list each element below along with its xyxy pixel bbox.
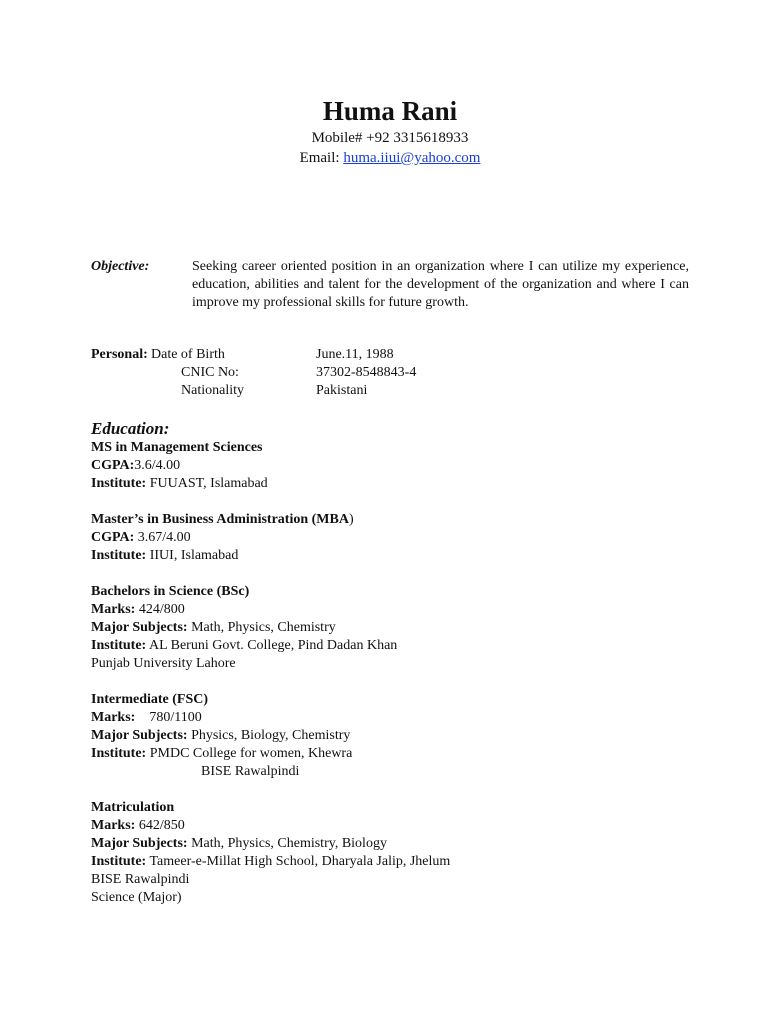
education-ms [91,439,691,493]
edu-line-label: Marks: [91,602,136,617]
edu-line [91,853,691,871]
edu-line-value: Math, Physics, Chemistry, Biology [187,836,387,851]
degree-title: Master’s in Business Administration (MBA [91,512,349,527]
edu-line-label: Major Subjects: [91,836,188,851]
edu-line-label: Major Subjects: [91,728,188,743]
personal-section [91,346,491,400]
personal-label: Personal: [91,347,148,362]
mobile-number: Mobile# +92 3315618933 [311,130,469,146]
edu-line-label: Institute: [91,746,147,761]
edu-line [91,745,691,763]
edu-line-label: Institute: [91,548,147,563]
edu-line-value: Physics, Biology, Chemistry [187,728,351,743]
edu-line-label: Institute: [91,638,147,653]
edu-line-value: IIUI, Islamabad [146,548,239,563]
edu-line [91,817,691,835]
edu-line-label: CGPA: [91,530,135,545]
edu-line [91,871,691,889]
personal-value-dob: June.11, 1988 [316,347,394,362]
education-matric [91,799,691,907]
edu-line [91,601,691,619]
edu-line-value: 780/1100 [135,710,202,725]
edu-line [91,637,691,655]
edu-line-value: BISE Rawalpindi [91,872,190,887]
edu-line-value: 3.6/4.00 [134,458,181,473]
edu-line-value: AL Beruni Govt. College, Pind Dadan Khan [146,638,398,653]
edu-line [91,457,691,475]
personal-row [91,364,491,382]
edu-line-value: Punjab University Lahore [91,656,236,671]
edu-line-value: Math, Physics, Chemistry [187,620,336,635]
edu-line-value: PMDC College for women, Khewra [146,746,353,761]
degree-title-suffix: ) [348,512,354,527]
degree-title: Matriculation [91,800,175,815]
email-line [12,148,768,168]
objective-text: Seeking career oriented position in an organization where I can utilize my experience, education, abilities and talent for the development of the organization and where I can improve my professional skills for future growth. [192,259,689,310]
personal-row [91,382,491,400]
education-bsc [91,583,691,673]
email-link[interactable]: huma.iiui@yahoo.com [343,150,481,166]
edu-line [91,835,691,853]
edu-line-value: 424/800 [135,602,185,617]
edu-line [91,889,691,907]
edu-line-value: 3.67/4.00 [134,530,191,545]
edu-line-value: BISE Rawalpindi [201,764,300,779]
edu-line [91,709,691,727]
education-fsc [91,691,691,781]
edu-line [91,727,691,745]
objective-label: Objective: [91,259,150,274]
edu-line-label: Institute: [91,854,147,869]
candidate-name: Huma Rani [322,96,458,126]
degree-title-line [91,511,691,529]
personal-key-nationality: Nationality [181,383,244,398]
personal-key-dob: Date of Birth [151,347,225,362]
education-heading: Education: [91,419,170,438]
edu-line-label: Major Subjects: [91,620,188,635]
edu-line [91,619,691,637]
edu-line [91,529,691,547]
personal-value-nationality: Pakistani [316,383,368,398]
email-label: Email: [299,150,344,166]
edu-line-label: CGPA: [91,458,135,473]
edu-line-value: 642/850 [135,818,185,833]
education-section [91,418,691,925]
edu-line-label: Marks: [91,818,136,833]
edu-line [91,475,691,493]
edu-line-label: Marks: [91,710,136,725]
resume-header [0,94,768,168]
personal-key-cnic: CNIC No: [181,365,239,380]
personal-value-cnic: 37302-8548843-4 [316,365,417,380]
edu-line-value: Science (Major) [91,890,182,905]
edu-line [91,763,691,781]
degree-title: Bachelors in Science (BSc) [91,584,250,599]
edu-line-label: Institute: [91,476,147,491]
edu-line [91,547,691,565]
edu-line-value: Tameer-e-Millat High School, Dharyala Jalip, Jhelum [146,854,451,869]
degree-title: Intermediate (FSC) [91,692,209,707]
personal-row [91,346,491,364]
education-mba [91,511,691,565]
edu-line [91,655,691,673]
degree-title: MS in Management Sciences [91,440,263,455]
edu-line-value: FUUAST, Islamabad [146,476,268,491]
